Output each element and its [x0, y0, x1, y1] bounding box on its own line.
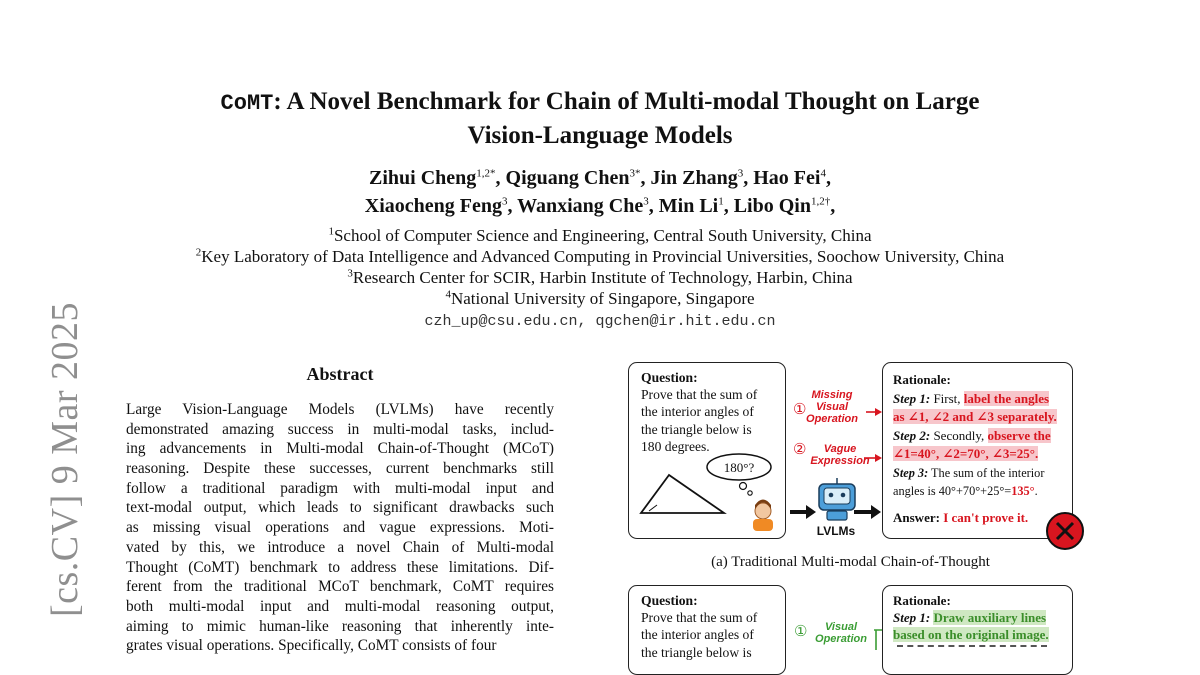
author-name: Xiaocheng Feng — [364, 195, 502, 217]
title-line2: Vision-Language Models — [467, 122, 733, 149]
question-text-line: 180 degrees. — [641, 438, 710, 454]
author-name: Hao Fei — [753, 167, 821, 189]
author-name: Jin Zhang — [650, 167, 738, 189]
abstract-line: aiming to mimic human-like reasoning that inherently inte- — [126, 617, 554, 635]
abstract-line: vated by this, we introduce a novel Chain of Multi-modal — [126, 538, 554, 556]
rationale-b-step-1-highlight: based on the original image. — [893, 627, 1049, 642]
abstract-line: text-modal output, which leads to significant drawbacks such — [126, 499, 554, 517]
author-line-1: Zihui Cheng$^{1,2*}$, Qiguang Chen$^{3*}$, Jin Zhang$^3$, Hao Fei$^4$, — [369, 167, 831, 189]
affiliation-4: $^4$National University of Singapore, Singapore — [445, 288, 755, 308]
robot-icon — [815, 478, 859, 522]
abstract-line: both multi-modal input and multi-modal reasoning output, — [126, 597, 554, 615]
question-label: Question: — [641, 593, 698, 608]
abstract-line: ing advancements in Multi-modal Chain-of-Thought (MCoT) — [126, 440, 554, 458]
dashed-separator — [897, 645, 1047, 647]
bubble-text: 180°? — [723, 460, 755, 475]
rationale-panel-b — [882, 585, 1073, 675]
question-panel-b — [628, 585, 786, 675]
question-text-line: the interior angles of — [641, 404, 754, 420]
triangle-illustration — [629, 363, 787, 540]
affiliation-3: $^3$Research Center for SCIR, Harbin Institute of Technology, Harbin, China — [347, 267, 853, 287]
abstract-body — [126, 400, 554, 656]
author-name: Wanxiang Che — [517, 195, 644, 217]
author-name: Qiguang Chen — [505, 167, 630, 189]
title-benchmark-name: CoMT — [220, 91, 274, 116]
issue-vague-expression: Vague Expression — [810, 443, 870, 467]
abstract-line: reasoning. Despite these successes, current benchmarks still — [126, 460, 554, 478]
author-name: Zihui Cheng — [369, 167, 477, 189]
wrong-answer-icon — [1044, 510, 1086, 552]
figure-caption-a: (a) Traditional Multi-modal Chain-of-Thought — [711, 554, 990, 570]
abstract-line: follow a traditional paradigm with multi-modal input and — [126, 479, 554, 497]
answer-text: I can't prove it. — [943, 509, 1029, 525]
abstract-line: as missing visual operations and vague expressions. Moti- — [126, 519, 554, 537]
step-3-result: 135° — [1011, 484, 1035, 498]
question-text-line: the interior angles of — [641, 627, 754, 643]
rationale-step-2: Step 2: Secondly, observe the — [893, 427, 1051, 443]
visual-operation-label: Visual Operation — [815, 621, 867, 645]
rationale-answer: Answer: I can't prove it. — [893, 509, 1029, 525]
affiliation-1: $^1$School of Computer Science and Engineering, Central South University, China — [328, 225, 872, 245]
author-line-2: Xiaocheng Feng$^3$, Wanxiang Che$^3$, Min Li$^1$, Libo Qin$^{1,2\dagger}$, — [364, 195, 836, 217]
question-label: Question: — [641, 370, 698, 385]
title-line1: : A Novel Benchmark for Chain of Multi-modal Thought on Large — [273, 88, 980, 115]
question-text-line: the triangle below is — [641, 644, 752, 660]
question-panel — [628, 362, 786, 539]
rationale-step-1-highlight: as ∠1, ∠2 and ∠3 separately. — [893, 409, 1057, 424]
arxiv-stamp: [cs.CV] 9 Mar 2025 — [44, 301, 86, 617]
issue-number-2: ② — [793, 442, 807, 458]
model-label: LVLMs — [816, 524, 856, 538]
paper-title — [0, 86, 1200, 152]
abstract-line: Large Vision-Language Models (LVLMs) have recently — [126, 401, 554, 418]
question-text-line: Prove that the sum of — [641, 387, 758, 403]
rationale-step-3: Step 3: The sum of the interior — [893, 465, 1045, 480]
issue-missing-visual-operation: Missing Visual Operation — [806, 389, 858, 425]
question-text-line: the triangle below is — [641, 421, 752, 437]
author-name: Min Li — [658, 195, 719, 217]
student-icon — [753, 500, 773, 532]
author-emails: czh_up@csu.edu.cn, qgchen@ir.hit.edu.cn — [424, 313, 776, 330]
rationale-label: Rationale: — [893, 593, 951, 608]
abstract-heading: Abstract — [306, 364, 374, 384]
rationale-step-2-highlight: ∠1=40°, ∠2=70°, ∠3=25°. — [893, 446, 1039, 461]
rationale-label: Rationale: — [893, 372, 951, 387]
abstract-line: demonstrated amazing success in multi-modal tasks, includ- — [126, 420, 554, 438]
affiliation-2: $^2$Key Laboratory of Data Intelligence and Advanced Computing in Provincial Universities, Soochow University, China — [195, 246, 1005, 266]
abstract-line: Thought (CoMT) benchmark to address these limitations. Dif- — [126, 558, 554, 576]
abstract-line: grates visual operations. Specifically, CoMT consists of four — [126, 637, 497, 655]
rationale-b-step-1: Step 1: Draw auxiliary lines — [893, 610, 1047, 625]
visual-operation-number: ① — [794, 624, 808, 640]
abstract-line: ferent from the traditional MCoT benchmark, CoMT requires — [126, 578, 554, 596]
rationale-panel: Rationale: Step 1: First, label the angles as ∠1, ∠2 and ∠3 separately. Step 2: Secondly, observe the ∠1=40°, ∠2=70°, ∠3=25°. Step 3: The sum of the interior angles is 40°+70°+25°=135°. Answer: I can't prove it. — [882, 362, 1073, 539]
question-text-line: Prove that the sum of — [641, 610, 758, 626]
author-name: Libo Qin — [733, 195, 811, 217]
issue-number-1: ① — [793, 402, 807, 418]
rationale-step-1: Step 1: First, label the angles — [893, 390, 1050, 406]
